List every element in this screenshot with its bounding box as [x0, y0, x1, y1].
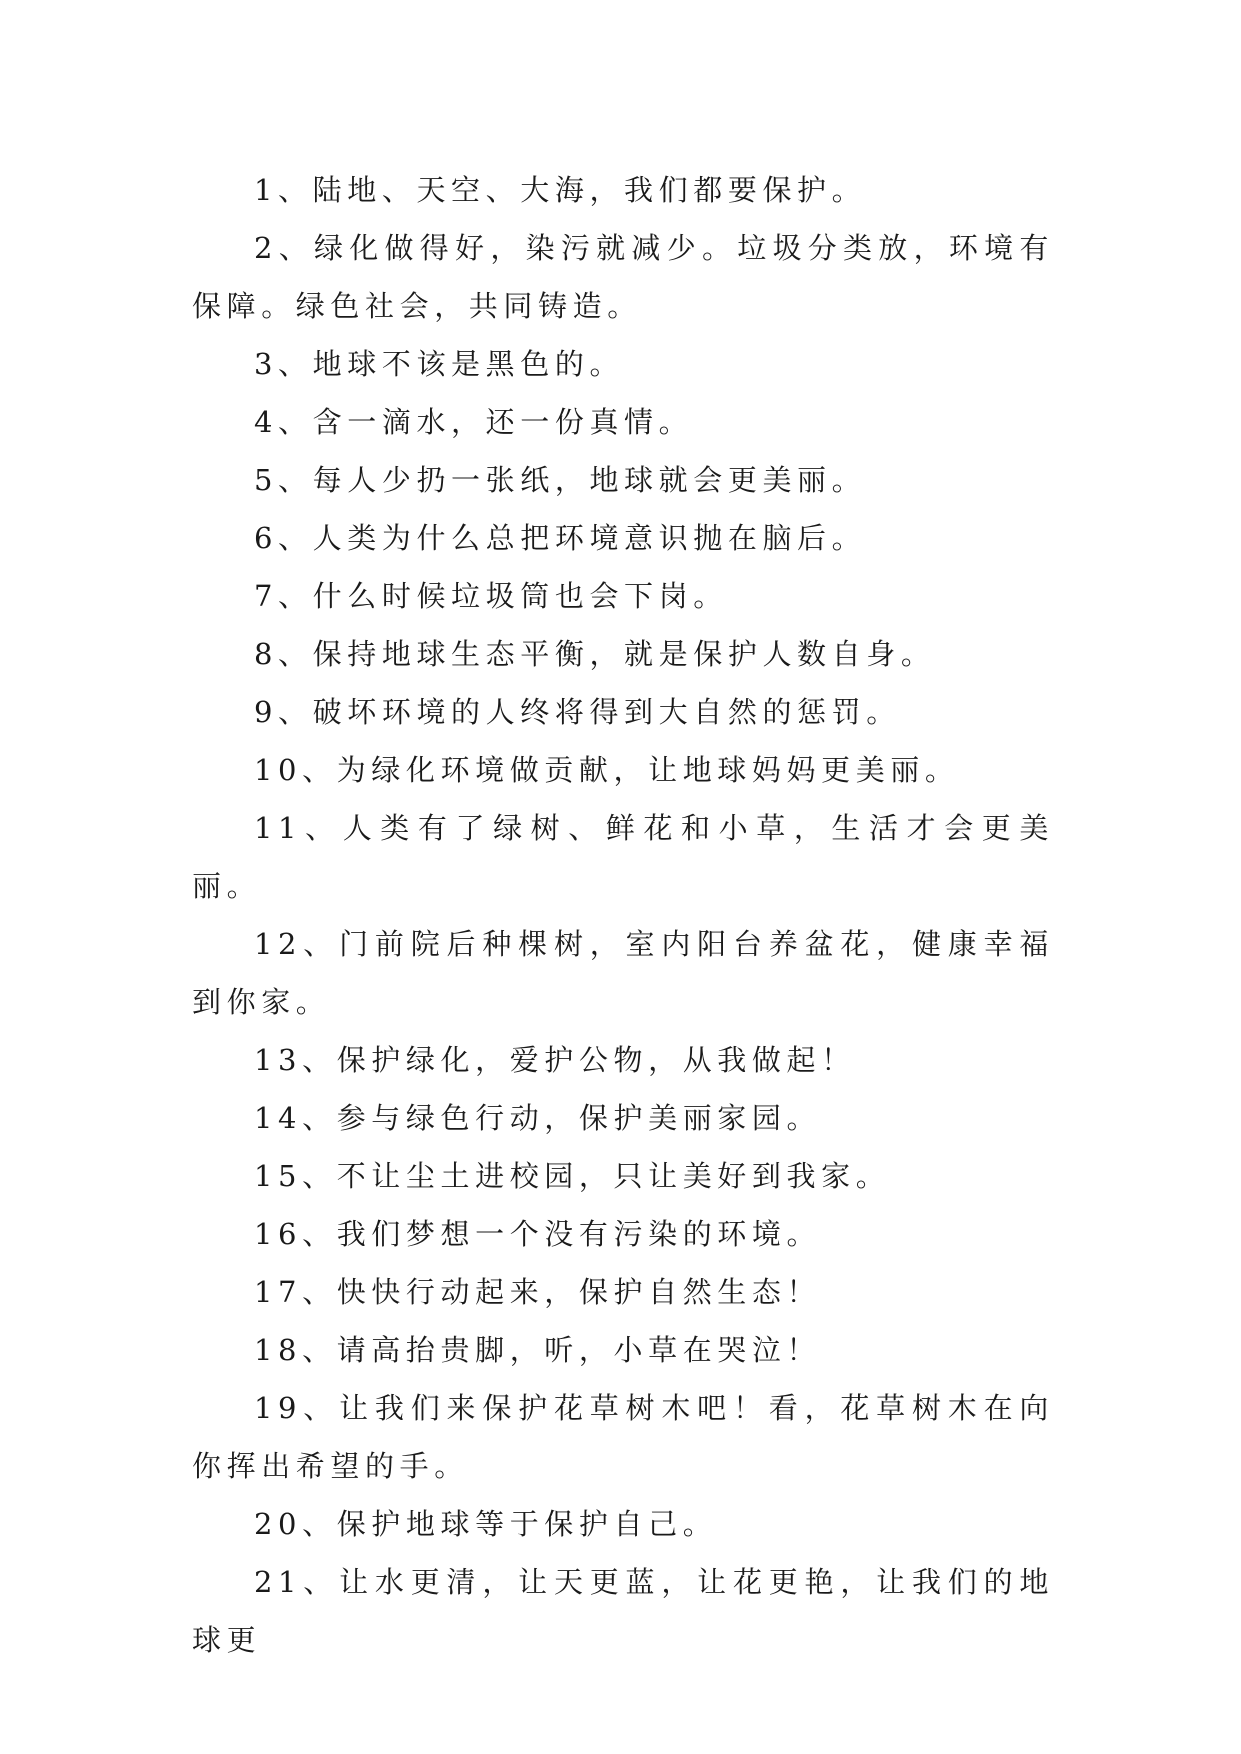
- slogan-paragraph-11: 11、人类有了绿树、鲜花和小草，生活才会更美丽。: [192, 811, 1054, 903]
- slogan-paragraph-13: 13、保护绿化，爱护公物，从我做起！: [254, 1043, 856, 1077]
- slogan-paragraph-7: 7、什么时候垃圾筒也会下岗。: [254, 579, 728, 613]
- slogan-paragraph-17: 17、快快行动起来，保护自然生态！: [254, 1275, 822, 1309]
- slogan-paragraph-15: 15、不让尘土进校园，只让美好到我家。: [254, 1159, 891, 1193]
- slogan-paragraph-5: 5、每人少扔一张纸，地球就会更美丽。: [254, 463, 867, 497]
- slogan-paragraph-16: 16、我们梦想一个没有污染的环境。: [254, 1217, 822, 1251]
- slogan-paragraph-12: 12、门前院后种棵树，室内阳台养盆花，健康幸福到你家。: [192, 927, 1054, 1019]
- slogan-paragraph-9: 9、破坏环境的人终将得到大自然的惩罚。: [254, 695, 901, 729]
- slogan-paragraph-10: 10、为绿化环境做贡献，让地球妈妈更美丽。: [254, 753, 960, 787]
- slogan-paragraph-19: 19、让我们来保护花草树木吧！看，花草树木在向你挥出希望的手。: [192, 1391, 1054, 1483]
- slogan-paragraph-18: 18、请高抬贵脚，听，小草在哭泣！: [254, 1333, 822, 1367]
- document-body: [192, 161, 1054, 1669]
- slogan-paragraph-21: 21、让水更清，让天更蓝，让花更艳，让我们的地球更: [192, 1565, 1054, 1657]
- slogan-paragraph-4: 4、含一滴水，还一份真情。: [254, 405, 694, 439]
- slogan-paragraph-3: 3、地球不该是黑色的。: [254, 347, 625, 381]
- slogan-paragraph-8: 8、保持地球生态平衡，就是保护人数自身。: [254, 637, 936, 671]
- slogan-paragraph-1: 1、陆地、天空、大海，我们都要保护。: [254, 173, 867, 207]
- slogan-paragraph-2: 2、绿化做得好，染污就减少。垃圾分类放，环境有保障。绿色社会，共同铸造。: [192, 231, 1054, 323]
- slogan-paragraph-20: 20、保护地球等于保护自己。: [254, 1507, 718, 1541]
- slogan-paragraph-14: 14、参与绿色行动，保护美丽家园。: [254, 1101, 822, 1135]
- slogan-paragraph-6: 6、人类为什么总把环境意识抛在脑后。: [254, 521, 867, 555]
